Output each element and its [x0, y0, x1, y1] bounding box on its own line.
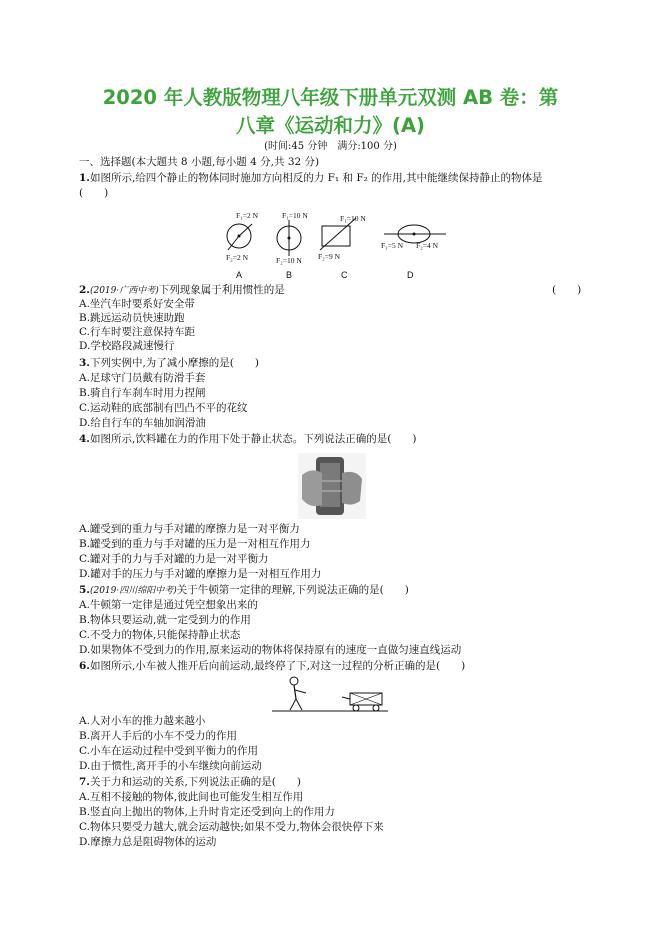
option-d: D.罐对手的压力与手对罐的摩擦力是一对相互作用力	[79, 568, 322, 580]
option-d: D.给自行车的车轴加润滑油	[79, 417, 206, 429]
option-a: A.足球守门员戴有防滑手套	[79, 372, 206, 384]
question-1-answer-paren: ( )	[79, 187, 109, 199]
question-2-answer-paren: ( )	[552, 284, 582, 296]
question-text: 下列现象属于利用惯性的是	[158, 284, 285, 296]
question-text: 下列实例中,为了减小摩擦的是( )	[89, 357, 259, 369]
option-b: B.离开人手后的小车不受力的作用	[79, 730, 238, 742]
option-d: D.摩擦力总是阻碍物体的运动	[79, 836, 217, 848]
question-number: 5.	[79, 584, 90, 596]
question-text: 关于力和运动的关系,下列说法正确的是( )	[89, 776, 301, 788]
figure-c-letter: C	[341, 270, 348, 280]
option-c: C.小车在运动过程中受到平衡力的作用	[79, 745, 258, 757]
option-b: B.骑自行车刹车时用力捏闸	[79, 387, 206, 399]
question-2	[79, 283, 285, 298]
option-d: D.如果物体不受到力的作用,原来运动的物体将保持原有的速度一直做匀速直线运动	[79, 644, 462, 656]
option-a: A.坐汽车时要系好安全带	[79, 298, 195, 310]
person-pushing-cart-diagram	[272, 675, 388, 715]
question-4	[79, 432, 417, 446]
option-b: B.罐受到的重力与手对罐的压力是一对相互作用力	[79, 538, 311, 550]
option-a: A.互相不接触的物体,彼此间也可能发生相互作用	[79, 791, 304, 803]
figure-c-f2: F₂=9 N	[318, 252, 341, 261]
option-c: C.物体只要受力越大,就会运动越快;如果不受力,物体会很快停下来	[79, 821, 384, 833]
question-1	[79, 171, 542, 185]
option-b: B.跳远运动员快速助跑	[79, 312, 185, 324]
question-text: 如图所示,给四个静止的物体同时施加方向相反的力 F₁ 和 F₂ 的作用,其中能继续保持静止的物体是	[89, 172, 543, 184]
question-source: (2019·四川绵阳中考)	[89, 586, 177, 596]
option-b: B.竖直向上抛出的物体,上升时肯定还受到向上的作用力	[79, 806, 335, 818]
page-title-line2: 八章《运动和力》(A)	[236, 114, 425, 137]
option-d: D.由于惯性,离开手的小车继续向前运动	[79, 760, 262, 772]
figure-d-letter: D	[407, 270, 414, 280]
option-c: C.运动鞋的底部制有凹凸不平的花纹	[79, 402, 248, 414]
figure-b-f1: F₁=10 N	[282, 211, 308, 220]
question-text: 如图所示,小车被人推开后向前运动,最终停了下,对这一过程的分析正确的是( )	[89, 660, 466, 672]
question-5	[79, 583, 409, 598]
option-b: B.物体只要运动,就一定受到力的作用	[79, 614, 251, 626]
figure-c-f1: F₁=10 N	[340, 214, 366, 223]
option-a: A.牛顿第一定律是通过凭空想象出来的	[79, 599, 258, 611]
figure-a-letter: A	[236, 270, 243, 280]
figure-b-letter: B	[286, 270, 293, 280]
option-c: C.行车时要注意保持车距	[79, 326, 195, 338]
question-6	[79, 659, 465, 673]
question-number: 7.	[79, 776, 90, 788]
option-c: C.罐对手的力与手对罐的力是一对平衡力	[79, 553, 269, 565]
exam-meta: (时间:45 分钟 满分:100 分)	[264, 141, 397, 152]
figure-a-f2: F₂=2 N	[226, 253, 249, 262]
figure-d-f2: F₂=4 N	[416, 241, 439, 250]
figure-b-f2: F₂=10 N	[276, 256, 302, 265]
question-7	[79, 775, 301, 789]
figure-a-f1: F₁=2 N	[236, 211, 259, 220]
page-title-line1: 2020 年人教版物理八年级下册单元双测 AB 卷：第	[102, 86, 559, 109]
question-number: 2.	[79, 284, 90, 296]
option-a: A.罐受到的重力与手对罐的摩擦力是一对平衡力	[79, 523, 300, 535]
option-c: C.不受力的物体,只能保持静止状态	[79, 629, 241, 641]
question-text: 关于牛顿第一定律的理解,下列说法正确的是( )	[176, 584, 409, 596]
question-3	[79, 356, 259, 370]
can-in-hand-photo	[298, 453, 366, 519]
figure-d-f1: F₁=5 N	[381, 241, 404, 250]
question-source: (2019·广西中考)	[89, 286, 159, 296]
question-number: 1.	[79, 172, 90, 184]
question-number: 4.	[79, 433, 90, 445]
option-d: D.学校路段减速慢行	[79, 340, 175, 352]
question-number: 6.	[79, 660, 90, 672]
question-text: 如图所示,饮料罐在力的作用下处于静止状态。下列说法正确的是( )	[89, 433, 417, 445]
option-a: A.人对小车的推力越来越小	[79, 715, 206, 727]
question-number: 3.	[79, 357, 90, 369]
section-heading: 一、选择题(本大题共 8 小题,每小题 4 分,共 32 分)	[79, 156, 320, 168]
